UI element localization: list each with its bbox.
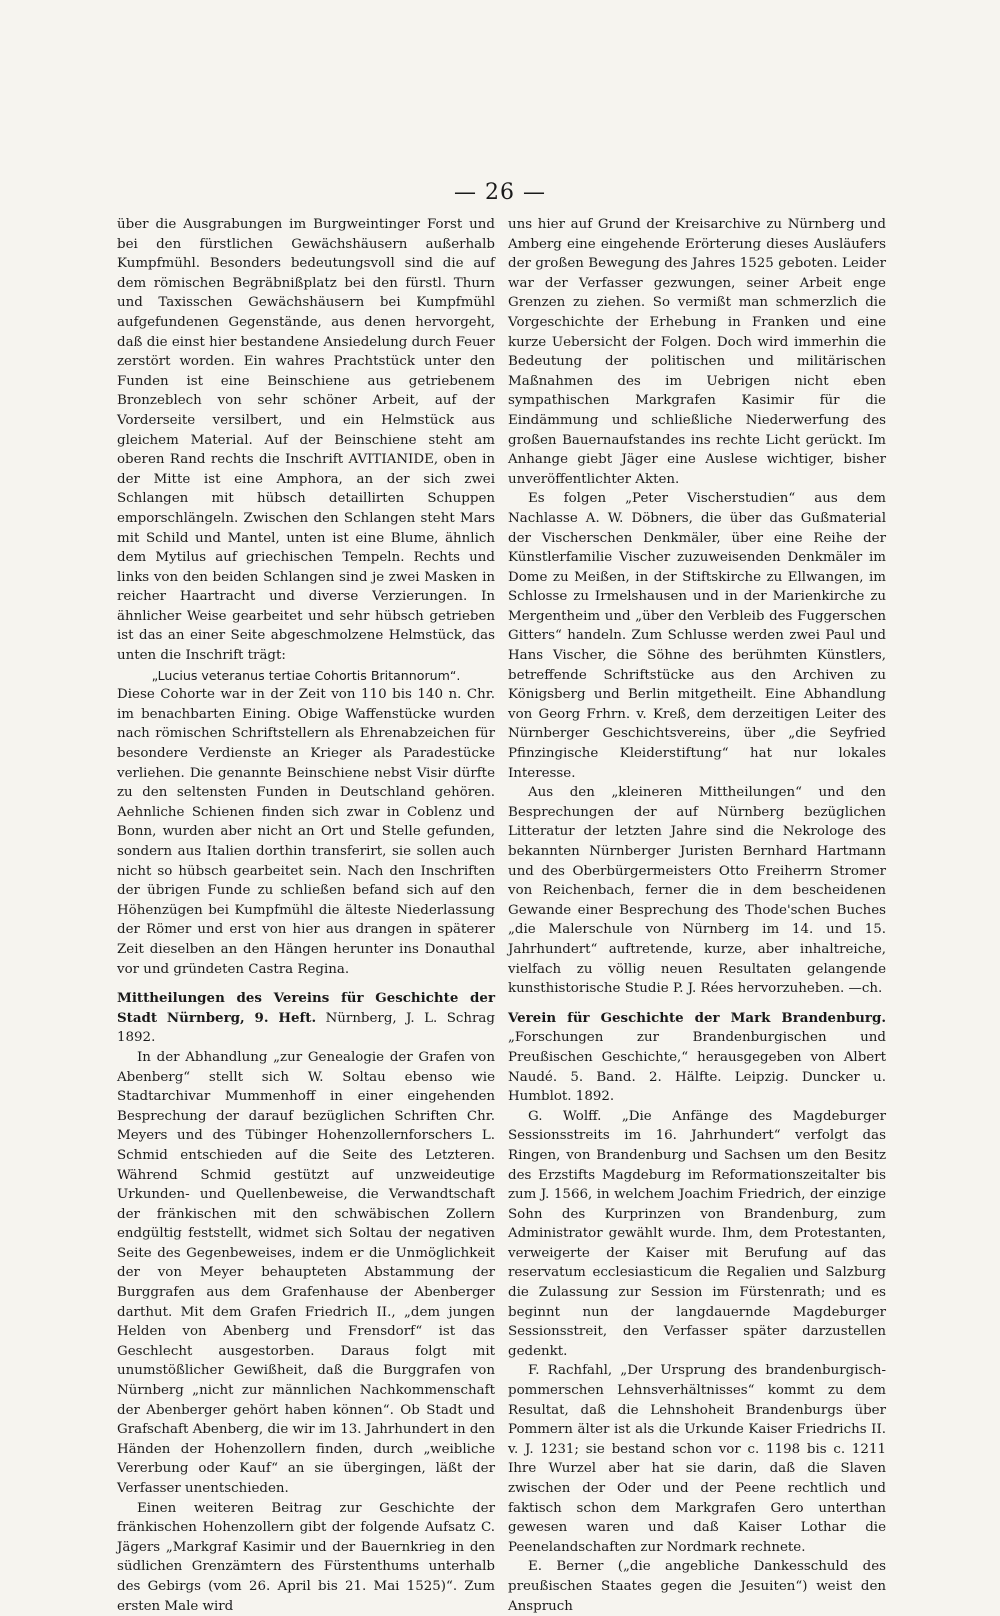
paragraph-jaeger: Einen weiteren Beitrag zur Geschichte der fränkischen Hohenzollern gibt der folgende Aufsatz C. Jägers „Markgraf Kasimir und der Bauernkrieg in den südlichen Grenzämtern des Fürstenthums unterhalb des Gebirgs (vom 26. April bis 21. Mai 1525)“. Zum ersten Male wird [117, 1500, 495, 1614]
right-column [508, 215, 886, 1616]
heading-publisher: „Forschungen zur Brandenburgischen und Preußischen Geschichte,“ herausgegeben von Albert Naudé. 5. Band. 2. Hälfte. Leipzig. Duncker u. Humblot. 1892. [508, 1030, 886, 1105]
paragraph-rachfahl: F. Rachfahl, „Der Ursprung des brandenburgisch-pommerschen Lehnsverhältnisses“ kommt zu dem Resultat, daß die Lehnshoheit Brandenburgs über Pommern älter ist als die Urkunde Kaiser Friedrichs II. v. J. 1231; sie bestand schon vor c. 1198 bis c. 1211 Ihre Wurzel aber hat sie darin, daß die Slaven zwischen der Oder und der Peene rechtlich und faktisch schon dem Markgrafen Gero unterthan gewesen waren und daß Kaiser Lothar die Peenelandschaften zur Nordmark rechnete. [508, 1363, 886, 1555]
left-column [117, 215, 495, 1616]
heading-publisher: Nürnberg, J. L. Schrag 1892. [117, 1010, 495, 1046]
section-heading-nuernberg [117, 989, 495, 1048]
paragraph-mittheilungen: Aus den „kleineren Mittheilungen“ und den Besprechungen der auf Nürnberg bezüglichen Litteratur der letzten Jahre sind die Nekrologe des bekannten Nürnberger Juristen Bernhard Hartmann und des Oberbürgermeisters Otto Freiherrn Stromer von Reichenbach, ferner die in dem bescheidenen Gewande einer Besprechung des Thode'schen Buches „die Malerschule von Nürnberg im 14. und 15. Jahrhundert“ auftretende, kurze, aber inhaltreiche, vielfach zu völlig neuen Resultaten gelangende kunsthistorische Studie P. J. Rées hervorzuheben. —ch. [508, 785, 886, 997]
paragraph-bauernkrieg: uns hier auf Grund der Kreisarchive zu Nürnberg und Amberg eine eingehende Erörterung dieses Ausläufers der großen Bewegung des Jahres 1525 geboten. Leider war der Verfasser gezwungen, seiner Arbeit enge Grenzen zu ziehen. So vermißt man schmerzlich die Vorgeschichte der Erhebung in Franken und eine kurze Uebersicht der Folgen. Doch wird immerhin die Bedeutung der politischen und militärischen Maßnahmen des im Uebrigen nicht eben sympathischen Markgrafen Kasimir für die Eindämmung und schließliche Niederwerfung des großen Bauernaufstandes ins rechte Licht gerückt. Im Anhange giebt Jäger eine Auslese wichtiger, bisher unveröffentlichter Akten. [508, 217, 886, 487]
heading-title: Mittheilungen des Vereins für Geschichte der Stadt Nürnberg, 9. Heft. [117, 990, 495, 1026]
heading-title: Verein für Geschichte der Mark Brandenburg. [508, 1009, 886, 1026]
inscription-quote: „Lucius veteranus tertiae Cohortis Britannorum“. [151, 667, 461, 683]
paragraph-berner: E. Berner („die angebliche Dankesschuld des preußischen Staates gegen die Jesuiten“) weist den Anspruch [508, 1559, 886, 1614]
paragraph-cohort: Diese Cohorte war in der Zeit von 110 bis 140 n. Chr. im benachbarten Eining. Obige Waffenstücke wurden nach römischen Schriftstellern als Ehrenabzeichen für besondere Verdienste an Krieger als Paradestücke verliehen. Die genannte Beinschiene nebst Visir dürfte zu den seltensten Funden in Deutschland gehören. Aehnliche Schienen finden sich zwar in Coblenz und Bonn, wurden aber nicht an Ort und Stelle gefunden, sondern aus Italien dorthin transferirt, sie sollen auch nicht so hübsch gearbeitet sein. Nach den Inschriften der übrigen Funde zu schließen befand sich auf den Höhenzügen bei Kumpfmühl die älteste Niederlassung der Römer und erst von hier aus drangen in späterer Zeit dieselben an den Hängen herunter ins Donauthal vor und gründeten Castra Regina. [117, 687, 495, 977]
page-number: — 26 — [454, 180, 546, 205]
paragraph-wolff: G. Wolff. „Die Anfänge des Magdeburger Sessionsstreits im 16. Jahrhundert“ verfolgt das Ringen, von Brandenburg und Sachsen um den Besitz des Erzstifts Magdeburg im Reformationszeitalter bis zum J. 1566, in welchem Joachim Friedrich, der einzige Sohn des Kurprinzen von Brandenburg, zum Administrator gewählt wurde. Ihm, dem Protestanten, verweigerte der Kaiser mit Berufung auf das reservatum ecclesiasticum die Regalien und Salzburg die Zulassung zur Session im Fürstenrath; und es beginnt nun der langdauernde Magdeburger Sessionsstreit, den Verfasser später darzustellen gedenkt. [508, 1108, 886, 1359]
paragraph-abenberg: In der Abhandlung „zur Genealogie der Grafen von Abenberg“ stellt sich W. Soltau ebenso wie Stadtarchivar Mummenhoff in einer eingehenden Besprechung der darauf bezüglichen Schriften Chr. Meyers und des Tübinger Hohenzollernforschers L. Schmid entschieden auf die Seite des Letzteren. Während Schmid gestützt auf unzweideutige Urkunden- und Quellenbeweise, die Verwandtschaft der fränkischen mit den schwäbischen Zollern endgültig feststellt, widmet sich Soltau der negativen Seite des Gegenbeweises, indem er die Unmöglichkeit der von Meyer behaupteten Abstammung der Burggrafen aus dem Grafenhause der Abenberger darthut. Mit dem Grafen Friedrich II., „dem jungen Helden von Abenberg und Frensdorf“ ist das Geschlecht ausgestorben. Daraus folgt mit unumstößlicher Gewißheit, daß die Burggrafen von Nürnberg „nicht zur männlichen Nachkommenschaft der Abenberger gehört haben können“. Ob Stadt und Grafschaft Abenberg, die wir im 13. Jahrhundert in den Händen der Hohenzollern finden, durch „weibliche Vererbung oder Kauf“ an sie übergingen, läßt der Verfasser unentschieden. [117, 1049, 495, 1496]
section-heading-brandenburg [508, 1009, 886, 1107]
paragraph-excavations: über die Ausgrabungen im Burgweintinger Forst und bei den fürstlichen Gewächshäusern außerhalb Kumpfmühl. Besonders bedeutungsvoll sind die auf dem römischen Begräbnißplatz bei den fürstl. Thurn und Taxisschen Gewächshäusern bei Kumpfmühl aufgefundenen Gegenstände, aus denen hervorgeht, daß die einst hier bestandene Ansiedelung durch Feuer zerstört worden. Ein wahres Prachtstück unter den Funden ist eine Beinschiene aus getriebenem Bronzeblech von sehr schöner Arbeit, auf der Vorderseite versilbert, und ein Helmstück aus gleichem Material. Auf der Beinschiene steht am oberen Rand rechts die Inschrift AVITIANIDE, oben in der Mitte ist eine Amphora, an der sich zwei Schlangen mit hübsch detaillirten Schuppen emporschlängeln. Zwischen den Schlangen steht Mars mit Schild und Mantel, unten ist eine Blume, ähnlich dem Mytilus auf griechischen Tempeln. Rechts und links von den beiden Schlangen sind je zwei Masken in reicher Haartracht und diverse Verzierungen. In ähnlicher Weise gearbeitet und sehr hübsch getrieben ist das an einer Seite abgeschmolzene Helmstück, das unten die Inschrift trägt: [117, 217, 495, 664]
paragraph-vischer: Es folgen „Peter Vischerstudien“ aus dem Nachlasse A. W. Döbners, die über das Gußmaterial der Vischerschen Denkmäler, über eine Reihe der Künstlerfamilie Vischer zuzuweisenden Denkmäler im Dome zu Meißen, in der Stiftskirche zu Ellwangen, im Schlosse zu Irmelshausen und in der Marienkirche zu Mergentheim und „über den Verbleib des Fuggerschen Gitters“ handeln. Zum Schlusse werden zwei Paul und Hans Vischer, die Söhne des berühmten Künstlers, betreffende Schriftstücke aus den Archiven zu Königsberg und Berlin mitgetheilt. Eine Abhandlung von Georg Frhrn. v. Kreß, dem derzeitigen Leiter des Nürnberger Geschichtsvereins, über „die Seyfried Pfinzingische Kleiderstiftung“ hat nur lokales Interesse. [508, 491, 886, 781]
